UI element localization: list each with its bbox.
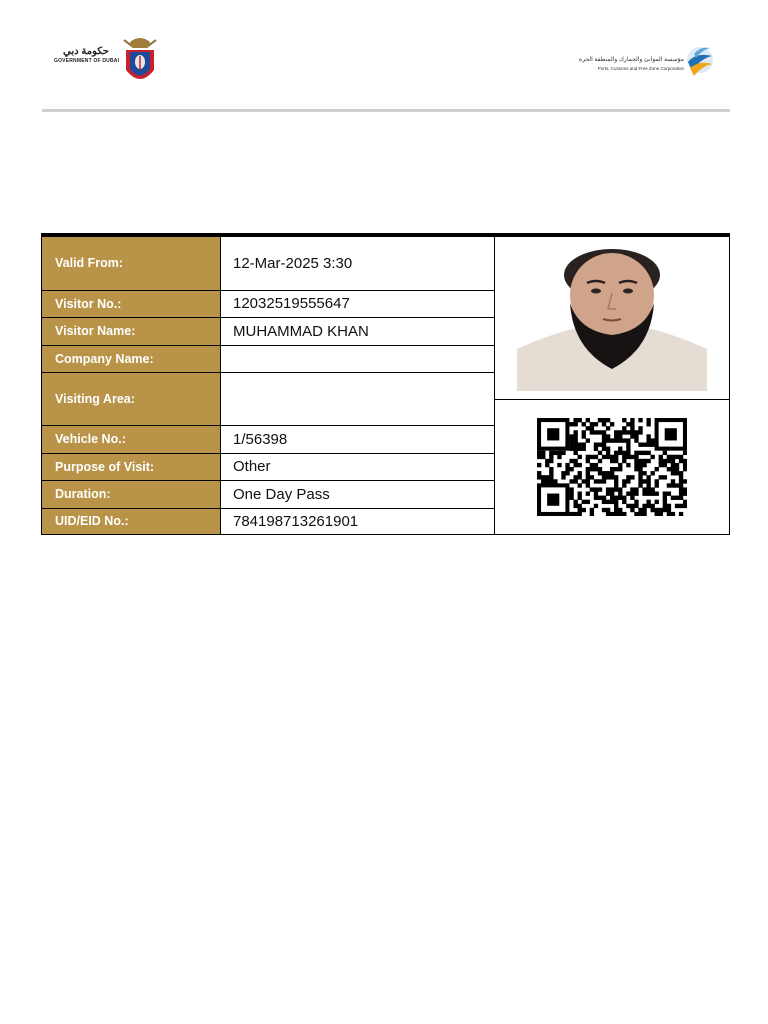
header-divider: [42, 109, 730, 112]
value-company-name: [221, 345, 495, 372]
value-vehicle-no: 1/56398: [221, 425, 495, 453]
value-duration: One Day Pass: [221, 480, 495, 508]
pcfc-logo-english: Ports, Customs and Free Zone Corporation: [597, 66, 684, 71]
row-valid-from: [42, 235, 730, 290]
page-header: [0, 0, 768, 112]
visitor-pass-table: [41, 233, 730, 535]
label-visitor-name: Visitor Name:: [42, 317, 221, 345]
pcfc-logo-arabic: مؤسسة الموانئ والجمارك والمنطقة الحرة: [578, 57, 684, 63]
photo-cell: [495, 235, 730, 399]
value-visitor-name: MUHAMMAD KHAN: [221, 317, 495, 345]
value-visitor-no: 12032519555647: [221, 290, 495, 317]
label-company-name: Company Name:: [42, 345, 221, 372]
label-vehicle-no: Vehicle No.:: [42, 425, 221, 453]
qr-cell: [495, 399, 730, 534]
value-valid-from: 12-Mar-2025 3:30: [221, 235, 495, 290]
label-uid-eid: UID/EID No.:: [42, 508, 221, 534]
label-visitor-no: Visitor No.:: [42, 290, 221, 317]
label-duration: Duration:: [42, 480, 221, 508]
gov-logo-arabic: حكومة دبي: [63, 46, 109, 57]
dubai-crest-icon: [118, 32, 162, 90]
value-visiting-area: [221, 372, 495, 425]
value-uid-eid: 784198713261901: [221, 508, 495, 534]
visitor-photo: [517, 245, 707, 391]
label-visiting-area: Visiting Area:: [42, 372, 221, 425]
label-purpose-of-visit: Purpose of Visit:: [42, 453, 221, 480]
government-of-dubai-logo: [54, 32, 164, 92]
qr-code: [537, 418, 687, 516]
label-valid-from: Valid From:: [42, 235, 221, 290]
value-purpose-of-visit: Other: [221, 453, 495, 480]
pcfc-logo: [580, 40, 716, 84]
gov-logo-english: GOVERNMENT OF DUBAI: [54, 58, 120, 64]
pcfc-wave-icon: [684, 40, 714, 80]
